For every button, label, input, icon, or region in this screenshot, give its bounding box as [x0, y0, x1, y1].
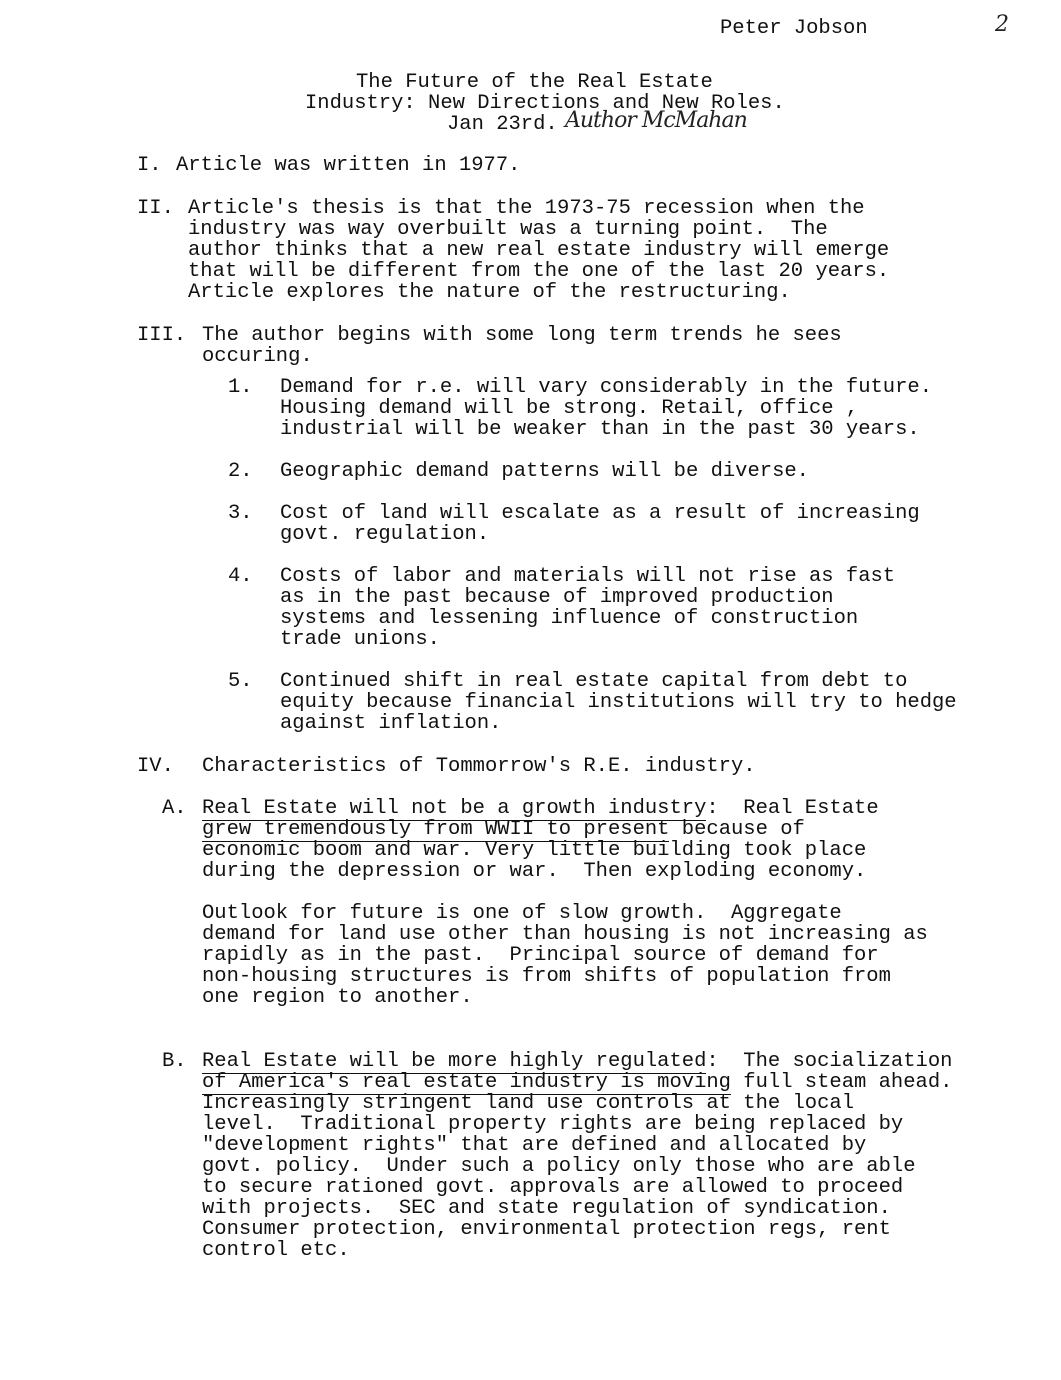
item-line: industrial will be weaker than in the past 30 years.	[280, 418, 920, 441]
title-line-3: Jan 23rd.	[447, 113, 558, 136]
subsection-a-body	[202, 798, 879, 882]
subsection-a-letter: A.	[162, 797, 187, 820]
subsection-b-line2-rest: full steam ahead.	[731, 1071, 953, 1094]
subsection-a-line-1	[202, 798, 879, 819]
subsection-b-line-2	[202, 1072, 952, 1093]
item-line: Housing demand will be strong. Retail, office ,	[280, 397, 859, 420]
subsection-b-line: with projects. SEC and state regulation of syndication.	[202, 1197, 891, 1220]
handwritten-author-note: Author McMahan	[565, 108, 747, 133]
subsection-b-line-1	[202, 1051, 952, 1072]
section-2-body	[188, 198, 889, 303]
subsection-a-line: economic boom and war. Very little building took place	[202, 839, 867, 862]
item-1-body	[280, 377, 932, 440]
section-2-line: industry was way overbuilt was a turning point. The	[188, 218, 828, 241]
subsection-b-line: govt. policy. Under such a policy only those who are able	[202, 1155, 916, 1178]
item-line: against inflation.	[280, 712, 502, 735]
section-4-numeral: IV.	[137, 755, 174, 778]
item-1-number: 1.	[228, 376, 253, 399]
section-2-line: Article's thesis is that the 1973-75 recession when the	[188, 197, 865, 220]
subsection-a-line2-rest: because of	[669, 818, 805, 841]
item-5-number: 5.	[228, 670, 253, 693]
subsection-a-para2-line: Outlook for future is one of slow growth. Aggregate	[202, 902, 842, 925]
page-mark: 2	[995, 12, 1008, 37]
subsection-a-after: : Real Estate	[706, 797, 879, 820]
subsection-b-after: : The socialization	[706, 1050, 953, 1073]
section-4-heading: Characteristics of Tommorrow's R.E. industry.	[202, 755, 756, 778]
section-2-numeral: II.	[137, 197, 174, 220]
item-line: systems and lessening influence of construction	[280, 607, 859, 630]
subsection-b-line: "development rights" that are defined and allocated by	[202, 1134, 867, 1157]
item-5-body	[280, 671, 957, 734]
title-line-2: Industry: New Directions and New Roles.	[305, 92, 785, 115]
subsection-b-underlined-phrase: of America's real estate industry is moving	[202, 1071, 731, 1094]
section-1-text: Article was written in 1977.	[176, 154, 521, 177]
subsection-b-body	[202, 1051, 952, 1261]
item-4-body	[280, 566, 895, 650]
item-line: govt. regulation.	[280, 523, 490, 546]
item-line: Cost of land will escalate as a result of increasing	[280, 502, 920, 525]
subsection-b-heading: Real Estate will be more highly regulated	[202, 1050, 707, 1073]
subsection-b-line: Consumer protection, environmental protection regs, rent	[202, 1218, 891, 1241]
subsection-a-underlined-phrase: grew tremendously from WWII to present	[202, 818, 670, 841]
section-2-line: Article explores the nature of the restructuring.	[188, 281, 791, 304]
section-3-numeral: III.	[137, 324, 187, 347]
subsection-b-line: Increasingly stringent land use controls at the local	[202, 1092, 855, 1115]
item-line: trade unions.	[280, 628, 440, 651]
subsection-b-line: control etc.	[202, 1239, 350, 1262]
item-line: as in the past because of improved production	[280, 586, 834, 609]
subsection-a-line-2	[202, 819, 879, 840]
subsection-a-para2-line: rapidly as in the past. Principal source of demand for	[202, 944, 879, 967]
subsection-a-line: during the depression or war. Then exploding economy.	[202, 860, 867, 883]
subsection-a-para2-line: demand for land use other than housing is not increasing as	[202, 923, 928, 946]
subsection-b-letter: B.	[162, 1050, 187, 1073]
item-3-number: 3.	[228, 502, 253, 525]
item-line: Demand for r.e. will vary considerably in the future.	[280, 376, 933, 399]
author-name: Peter Jobson	[720, 17, 868, 40]
item-2-number: 2.	[228, 460, 253, 483]
section-3-intro	[202, 325, 842, 367]
subsection-a-para-2	[202, 903, 928, 1008]
title-line-1: The Future of the Real Estate	[356, 71, 713, 94]
subsection-b-line: level. Traditional property rights are being replaced by	[202, 1113, 904, 1136]
item-line: equity because financial institutions will try to hedge	[280, 691, 957, 714]
section-3-line: occuring.	[202, 345, 313, 368]
item-line: Costs of labor and materials will not rise as fast	[280, 565, 896, 588]
item-4-number: 4.	[228, 565, 253, 588]
subsection-a-para2-line: one region to another.	[202, 986, 473, 1009]
subsection-a-para2-line: non-housing structures is from shifts of population from	[202, 965, 891, 988]
section-3-line: The author begins with some long term trends he sees	[202, 324, 842, 347]
section-2-line: author thinks that a new real estate industry will emerge	[188, 239, 890, 262]
item-line: Continued shift in real estate capital from debt to	[280, 670, 908, 693]
item-3-body	[280, 503, 920, 545]
subsection-b-line: to secure rationed govt. approvals are allowed to proceed	[202, 1176, 904, 1199]
item-line: Geographic demand patterns will be diverse.	[280, 460, 809, 483]
section-2-line: that will be different from the one of the last 20 years.	[188, 260, 890, 283]
item-2-body	[280, 461, 809, 482]
section-1-numeral: I.	[137, 154, 162, 177]
subsection-a-heading: Real Estate will not be a growth industry	[202, 797, 707, 820]
